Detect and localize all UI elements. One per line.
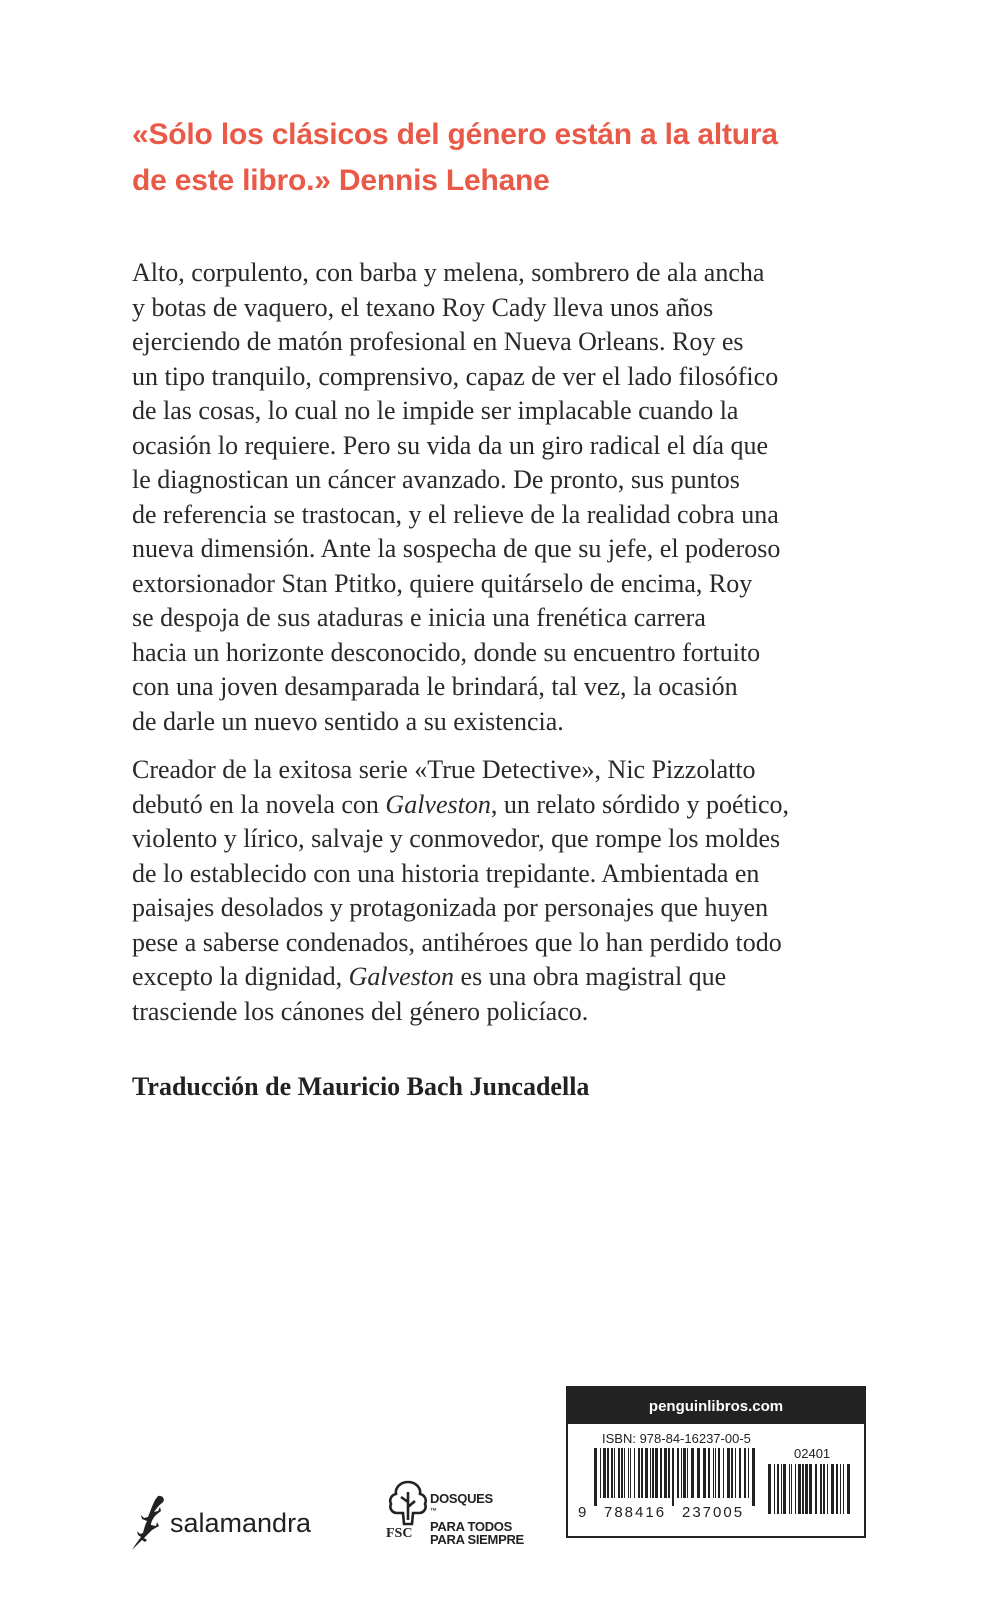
barcode-bar (827, 1464, 828, 1514)
author-line (132, 960, 892, 995)
barcode-bar (660, 1448, 662, 1498)
barcode-bar (681, 1448, 682, 1498)
barcode-bar (781, 1464, 782, 1514)
barcode-bar (652, 1448, 654, 1498)
isbn-label: ISBN: 978-84-16237-00-5 (602, 1431, 751, 1446)
barcode-bar (798, 1464, 801, 1514)
synopsis-line: nueva dimensión. Ante la sospecha de que su jefe, el poderoso (132, 534, 781, 563)
barcode-bar (594, 1448, 597, 1506)
barcode-digits-left: 788416 (604, 1504, 667, 1521)
synopsis-line: Alto, corpulento, con barba y melena, sombrero de ala ancha (132, 258, 765, 287)
synopsis-line: de las cosas, lo cual no le impide ser implacable cuando la (132, 396, 739, 425)
website-banner: penguinlibros.com (568, 1388, 864, 1424)
barcode-bar (687, 1448, 688, 1498)
barcode-bar (805, 1464, 808, 1514)
barcode-bar (621, 1448, 623, 1498)
tree-icon (386, 1480, 430, 1526)
barcode-digits-right: 237005 (682, 1504, 745, 1521)
author-paragraph (132, 753, 892, 1029)
author-line (132, 788, 892, 823)
synopsis-line: extorsionador Stan Ptitko, quiere quitárselo de encima, Roy (132, 568, 753, 598)
barcode-bar (840, 1464, 841, 1514)
barcode-bar (638, 1448, 640, 1498)
quote-line: «Sólo los clásicos del género están a la altura (132, 118, 778, 151)
barcode-bar (718, 1448, 720, 1498)
back-cover-text (132, 256, 892, 1029)
barcode-box (566, 1386, 866, 1538)
barcode-bar (843, 1464, 844, 1514)
barcode-bar (697, 1448, 700, 1498)
text-segment: debutó en la novela con (132, 789, 386, 819)
ean-barcode (594, 1448, 755, 1506)
addon-code: 02401 (794, 1446, 831, 1461)
barcode-bar (739, 1448, 741, 1498)
barcode-bar (836, 1464, 838, 1514)
synopsis-line: con una joven desamparada le brindará, tal vez, la ocasión (132, 672, 738, 701)
barcode-bar (744, 1448, 746, 1498)
synopsis-line: y botas de vaquero, el texano Roy Cady lleva unos años (132, 292, 714, 322)
barcode-bar (655, 1448, 658, 1498)
barcode-bar (600, 1448, 601, 1498)
addon-barcode (768, 1464, 850, 1514)
fsc-slogan-word: DOSQUES (430, 1491, 493, 1506)
barcode-bar (820, 1464, 822, 1514)
barcode-bar (847, 1464, 850, 1514)
barcode-bar (603, 1448, 606, 1498)
barcode-bar (831, 1464, 834, 1514)
barcode-bar (774, 1464, 775, 1514)
barcode-bar (668, 1448, 670, 1498)
publisher-name: salamandra (170, 1508, 312, 1538)
barcode-bar (672, 1448, 674, 1506)
synopsis-line: de darle un nuevo sentido a su existencia. (132, 706, 564, 736)
fsc-slogan (430, 1492, 524, 1546)
cover-quote (132, 112, 892, 204)
barcode-bar (641, 1448, 643, 1498)
barcode-bar (628, 1448, 629, 1498)
barcode-bar (650, 1448, 651, 1498)
barcode-bar (691, 1448, 694, 1498)
barcode-bar (715, 1448, 716, 1498)
barcode-digit-first: 9 (578, 1504, 587, 1521)
author-line: violento y lírico, salvaje y conmovedor, que rompe los moldes (132, 824, 781, 853)
salamander-icon (130, 1492, 170, 1552)
barcode-bar (777, 1464, 779, 1514)
barcode-bar (795, 1464, 796, 1514)
barcode-bar (677, 1448, 679, 1498)
book-title: Galveston (348, 962, 455, 991)
barcode-bar (713, 1448, 714, 1498)
barcode-bar (611, 1448, 613, 1498)
synopsis-line: de referencia se trastocan, y el relieve de la realidad cobra una (132, 499, 779, 529)
author-line: paisajes desolados y protagonizada por personajes que huyen (132, 893, 769, 922)
text-segment: excepto la dignidad, (132, 962, 349, 991)
barcode-bar (791, 1464, 792, 1514)
barcode-bar (727, 1448, 730, 1498)
author-line: trasciende los cánones del género policíaco. (132, 996, 589, 1026)
barcode-bar (634, 1448, 635, 1498)
barcode-bar (823, 1464, 825, 1514)
barcode-bar (703, 1448, 706, 1498)
barcode-bar (768, 1464, 771, 1514)
synopsis-line: un tipo tranquilo, comprensivo, capaz de ver el lado filosófico (132, 361, 779, 391)
trademark-mark: ™ (430, 1508, 437, 1515)
fsc-slogan-line: PARA TODOS (430, 1519, 512, 1535)
synopsis-line: ejerciendo de matón profesional en Nueva Orleans. Roy es (132, 327, 744, 356)
barcode-bar (607, 1448, 609, 1498)
author-line: Creador de la exitosa serie «True Detective», Nic Pizzolatto (132, 755, 756, 784)
translator-credit: Traducción de Mauricio Bach Juncadella (132, 1072, 590, 1101)
barcode-bar (802, 1464, 804, 1514)
fsc-label: FSC (386, 1526, 413, 1541)
barcode-bar (748, 1448, 749, 1498)
book-title: Galveston (385, 789, 491, 819)
barcode-bar (789, 1464, 790, 1514)
fsc-logo (386, 1480, 546, 1550)
barcode-bar (708, 1448, 710, 1498)
text-segment: es una obra magistral que (454, 962, 727, 991)
text-segment: , un relato sórdido y poético, (490, 789, 790, 819)
author-line: pese a saberse condenados, antihéroes que lo han perdido todo (132, 927, 782, 957)
fsc-slogan-line: PARA SIEMPRE (430, 1532, 524, 1548)
synopsis-paragraph (132, 256, 892, 739)
author-line: de lo establecido con una historia trepidante. Ambientada en (132, 858, 760, 888)
barcode-bar (645, 1448, 648, 1498)
barcode-bar (630, 1448, 631, 1498)
barcode-bar (752, 1448, 755, 1506)
barcode-bar (624, 1448, 625, 1498)
fsc-slogan-line (430, 1492, 524, 1520)
publisher-logo (130, 1492, 330, 1552)
barcode-bar (815, 1464, 817, 1514)
barcode-bar (664, 1448, 667, 1498)
barcode-bar (614, 1448, 615, 1498)
barcode-bar (618, 1448, 620, 1498)
barcode-bar (723, 1448, 724, 1498)
quote-line: de este libro.» Dennis Lehane (132, 164, 550, 197)
synopsis-line: ocasión lo requiere. Pero su vida da un giro radical el día que (132, 430, 769, 460)
barcode-bar (683, 1448, 686, 1498)
synopsis-line: se despoja de sus ataduras e inicia una frenética carrera (132, 603, 706, 632)
synopsis-line: hacia un horizonte desconocido, donde su encuentro fortuito (132, 637, 761, 667)
barcode-bar (809, 1464, 812, 1514)
synopsis-line: le diagnostican un cáncer avanzado. De pronto, sus puntos (132, 465, 740, 494)
barcode-bar (731, 1448, 733, 1498)
barcode-bar (783, 1464, 786, 1514)
barcode-bar (735, 1448, 736, 1498)
